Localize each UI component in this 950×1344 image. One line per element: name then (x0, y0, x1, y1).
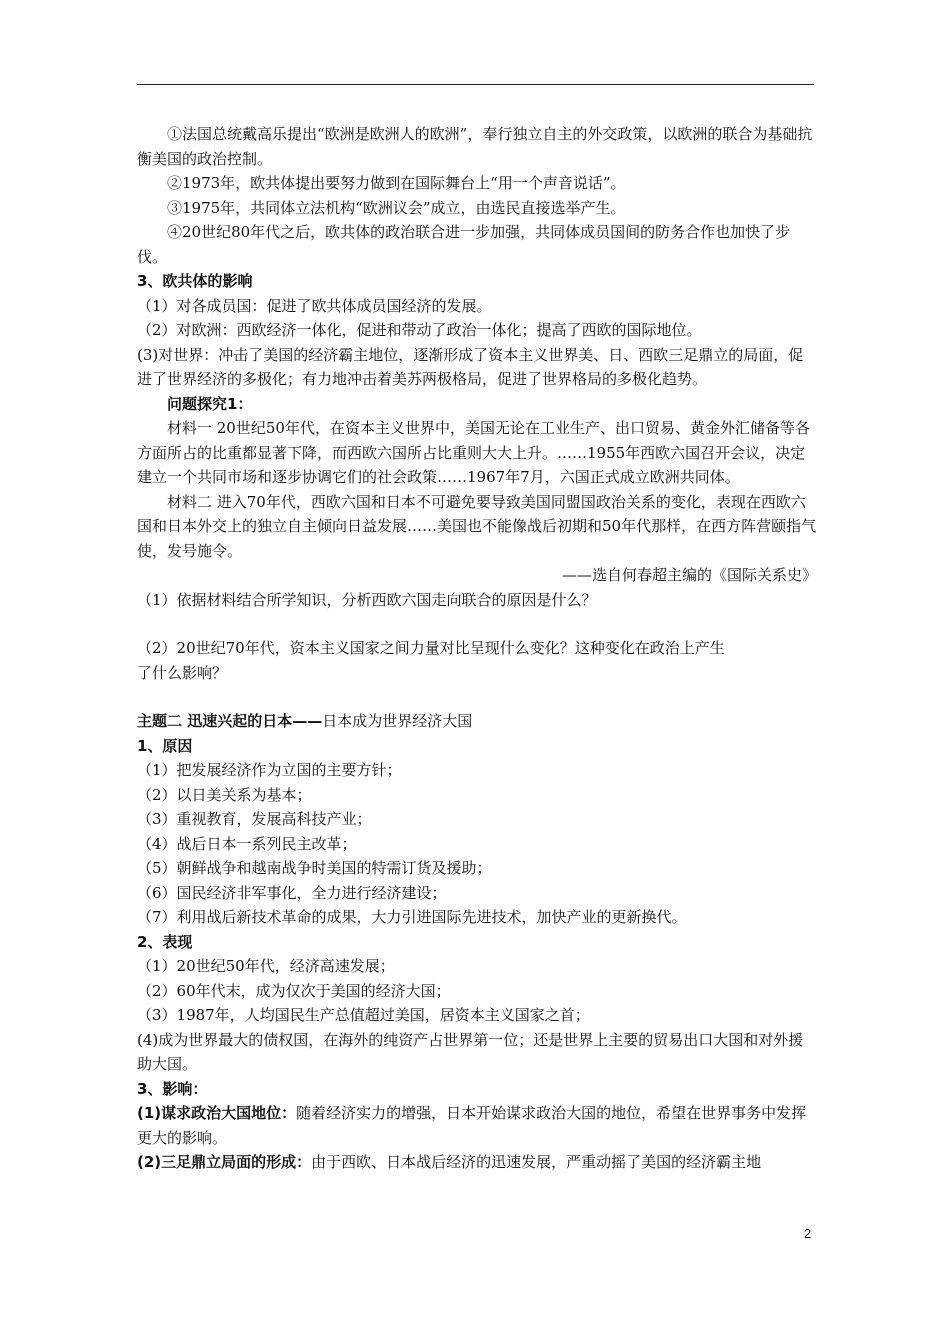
impact-text: 随着经济实力的增强，日本开始谋求政治大国的地位，希望在世界事务中发挥更大的影响。 (137, 1104, 807, 1147)
list-item: （1）把发展经济作为立国的主要方针； (137, 761, 402, 779)
list-item: （5）朝鲜战争和越南战争时美国的特需订货及援助； (137, 859, 492, 877)
section-heading: 3、影响： (137, 1079, 208, 1098)
material-one: 材料一 20世纪50年代，在资本主义世界中，美国无论在工业生产、出口贸易、黄金外汇储备等各方面所占的比重都显著下降，而西欧六国所占比重则大大上升。……1955年西欧六国召开会议，决定建立一个共同市场和逐步协调它们的社会政策……1967年7月，六国正式成立欧洲共同体。 (137, 419, 810, 486)
list-item: （1）20世纪50年代，经济高速发展； (137, 957, 395, 975)
list-item: （2）对欧洲：西欧经济一体化，促进和带动了政治一体化；提高了西欧的国际地位。 (137, 321, 702, 339)
list-item: （7）利用战后新技术革命的成果，大力引进国际先进技术，加快产业的更新换代。 (137, 908, 687, 926)
list-item (137, 1150, 817, 1175)
answer-space (137, 612, 817, 636)
impact-label: (2)三足鼎立局面的形成： (137, 1153, 312, 1171)
question: （1）依据材料结合所学知识，分析西欧六国走向联合的原因是什么？ (137, 590, 597, 609)
list-item: （1）对各成员国：促进了欧共体成员国经济的发展。 (137, 296, 492, 315)
question: （2）20世纪70年代，资本主义国家之间力量对比呈现什么变化？这种变化在政治上产生 (137, 639, 725, 657)
section-heading: 3、欧共体的影响 (137, 272, 253, 290)
list-item (137, 1101, 817, 1150)
paragraph: ①法国总统戴高乐提出“欧洲是欧洲人的欧洲”，奉行独立自主的外交政策，以欧洲的联合为基础抗衡美国的政治控制。 (137, 125, 813, 168)
impact-label: (1)谋求政治大国地位： (137, 1104, 297, 1122)
section-heading: 1、原因 (137, 736, 193, 755)
theme-heading (137, 709, 817, 734)
paragraph: ②1973年，欧共体提出要努力做到在国际舞台上“用一个声音说话”。 (167, 174, 626, 192)
list-item: (4)成为世界最大的债权国，在海外的纯资产占世界第一位；还是世界上主要的贸易出口大国和对外援助大国。 (137, 1030, 804, 1073)
list-item: （3）1987年，人均国民生产总值超过美国，居资本主义国家之首； (137, 1006, 590, 1024)
section-heading: 2、表现 (137, 932, 193, 951)
theme-heading-rest: 日本成为世界经济大国 (322, 712, 473, 730)
list-item: （4）战后日本一系列民主改革； (137, 834, 357, 853)
material-two: 材料二 进入70年代，西欧六国和日本不可避免要导致美国同盟国政治关系的变化，表现在西欧六国和日本外交上的独立自主倾向日益发展……美国也不能像战后初期和50年代那样，在西方阵营颐指气使，发号施令。 (137, 492, 817, 560)
page-number: 2 (804, 1226, 812, 1241)
list-item: （2）以日美关系为基本； (137, 785, 312, 804)
question-continuation: 了什么影响？ (137, 663, 228, 682)
document-body (137, 122, 817, 1175)
list-item: （6）国民经济非军事化，全力进行经济建设； (137, 883, 447, 902)
paragraph: ④20世纪80年代之后，欧共体的政治联合进一步加强，共同体成员国间的防务合作也加快了步伐。 (137, 223, 791, 266)
source-citation: ——选自何春超主编的《国际关系史》 (561, 566, 817, 584)
impact-text: 由于西欧、日本战后经济的迅速发展，严重动摇了美国的经济霸主地 (311, 1153, 762, 1171)
inquiry-title: 问题探究1： (167, 394, 253, 413)
paragraph: ③1975年，共同体立法机构“欧洲议会”成立，由选民直接选举产生。 (167, 198, 626, 217)
answer-space (137, 685, 817, 709)
list-item: (3)对世界：冲击了美国的经济霸主地位，逐渐形成了资本主义世界美、日、西欧三足鼎立的局面，促进了世界经济的多极化；有力地冲击着美苏两极格局，促进了世界格局的多极化趋势。 (137, 345, 804, 388)
header-rule (137, 84, 814, 85)
theme-heading-bold: 主题二 迅速兴起的日本—— (137, 712, 323, 730)
list-item: （2）60年代末，成为仅次于美国的经济大国； (137, 981, 451, 1000)
list-item: （3）重视教育，发展高科技产业； (137, 810, 372, 828)
